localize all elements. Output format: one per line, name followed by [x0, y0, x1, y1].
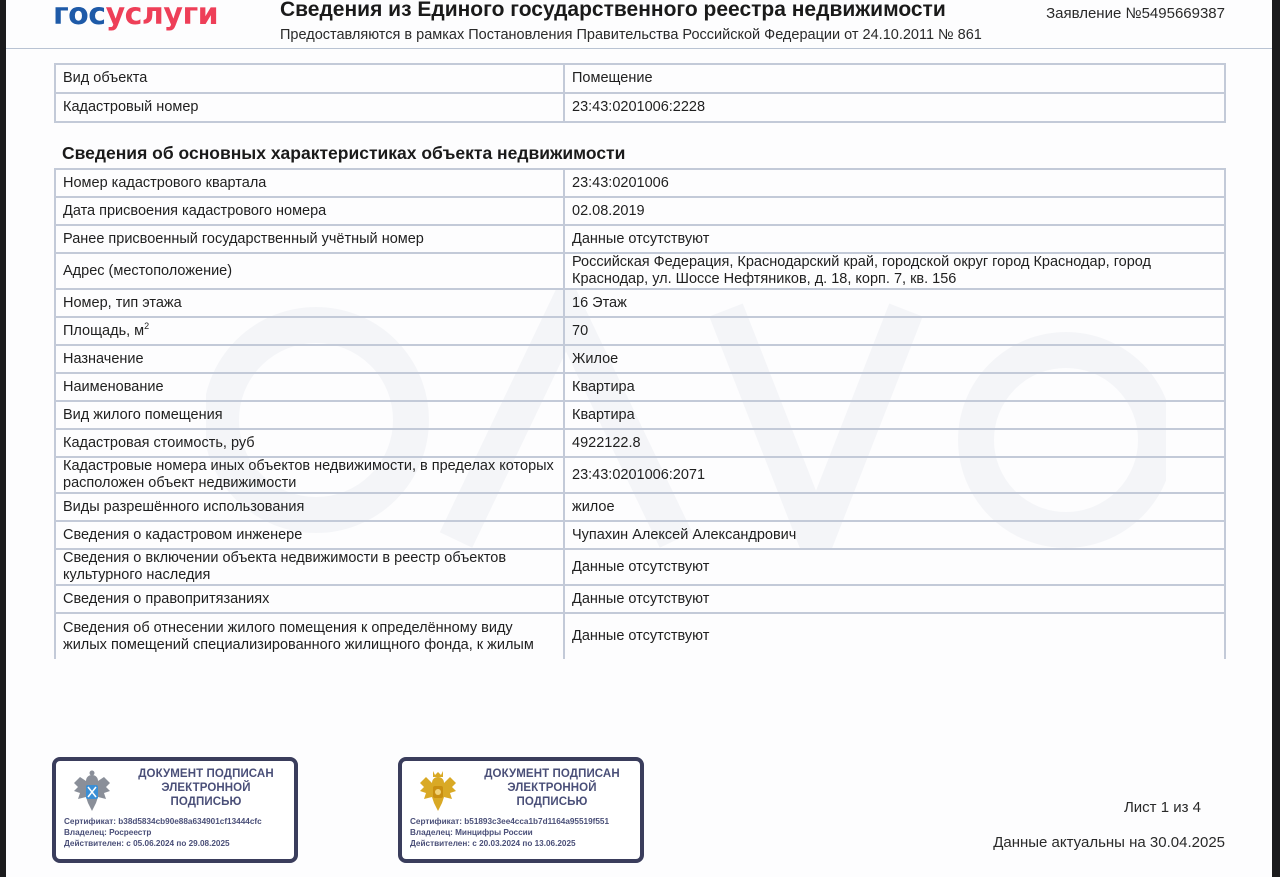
stamp-owner: Владелец: Росреестр — [64, 828, 152, 837]
table-row — [55, 197, 1225, 225]
row-label: Наименование — [55, 373, 564, 401]
area-label-text: Площадь, м — [63, 322, 145, 339]
row-label: Вид объекта — [55, 64, 564, 93]
sheet-number: Лист 1 из 4 — [1123, 799, 1201, 816]
table-row — [55, 253, 1225, 289]
stamp-heading-line: ПОДПИСЬЮ — [516, 796, 588, 808]
row-label: Номер кадастрового квартала — [55, 169, 564, 197]
table-row — [55, 429, 1225, 457]
table-row — [55, 345, 1225, 373]
row-label: Сведения о кадастровом инженере — [55, 521, 564, 549]
table-row — [55, 613, 1225, 659]
rosreestr-eagle-emblem-icon — [72, 769, 112, 815]
section-title: Сведения об основных характеристиках объекта недвижимости — [62, 143, 626, 163]
row-label: Кадастровые номера иных объектов недвижимости, в пределах которых расположен объект недвижимости — [55, 457, 564, 493]
stamp-heading — [466, 767, 638, 809]
stamp-heading-line: ДОКУМЕНТ ПОДПИСАН — [138, 768, 274, 780]
row-label: Сведения об отнесении жилого помещения к определённому виду жилых помещений специализированного жилищного фонда, к жилым — [55, 613, 564, 659]
row-label: Кадастровая стоимость, руб — [55, 429, 564, 457]
row-label: Сведения о включении объекта недвижимости в реестр объектов культурного наследия — [55, 549, 564, 585]
table-row — [55, 493, 1225, 521]
object-table — [54, 63, 1226, 123]
stamp-meta — [64, 816, 300, 849]
table-row — [55, 373, 1225, 401]
table-row — [55, 93, 1225, 122]
row-label: Назначение — [55, 345, 564, 373]
document-page — [6, 0, 1272, 877]
row-value: Данные отсутствуют — [564, 585, 1225, 613]
table-row — [55, 225, 1225, 253]
table-row — [55, 549, 1225, 585]
stamp-validity: Действителен: с 20.03.2024 по 13.06.2025 — [410, 839, 576, 848]
row-value: Чупахин Алексей Александрович — [564, 521, 1225, 549]
row-value: 16 Этаж — [564, 289, 1225, 317]
row-value: 4922122.8 — [564, 429, 1225, 457]
table-row — [55, 401, 1225, 429]
row-value: Данные отсутствуют — [564, 613, 1225, 659]
stamp-heading-line: ДОКУМЕНТ ПОДПИСАН — [484, 768, 620, 780]
table-row — [55, 521, 1225, 549]
row-value: 23:43:0201006 — [564, 169, 1225, 197]
document-title: Сведения из Единого государственного реестра недвижимости — [280, 0, 946, 21]
row-value: Квартира — [564, 401, 1225, 429]
data-actual-date: Данные актуальны на 30.04.2025 — [993, 834, 1225, 851]
row-value: Данные отсутствуют — [564, 225, 1225, 253]
row-label: Дата присвоения кадастрового номера — [55, 197, 564, 225]
row-value: Помещение — [564, 64, 1225, 93]
row-value: Квартира — [564, 373, 1225, 401]
table-row — [55, 585, 1225, 613]
stamp-heading-line: ПОДПИСЬЮ — [170, 796, 242, 808]
stamp-certificate: Сертификат: b38d5834cb90e88a634901cf13444cfc — [64, 817, 262, 826]
application-number: Заявление №5495669387 — [1046, 5, 1225, 22]
document-header — [6, 0, 1272, 49]
row-value-address: Российская Федерация, Краснодарский край, городской округ город Краснодар, город Краснодар, ул. Шоссе Нефтяников, д. 18, корп. 7, кв. 156 — [564, 253, 1225, 289]
stamp-validity: Действителен: с 05.06.2024 по 29.08.2025 — [64, 839, 230, 848]
logo-part-uslugi: услуги — [105, 0, 219, 32]
e-signature-stamp-rosreestr — [52, 757, 298, 863]
row-label: Адрес (местоположение) — [55, 253, 564, 289]
row-value: 23:43:0201006:2071 — [564, 457, 1225, 493]
gosuslugi-logo — [53, 0, 218, 32]
row-value: 23:43:0201006:2228 — [564, 93, 1225, 122]
row-label-area — [55, 317, 564, 345]
row-value: Жилое — [564, 345, 1225, 373]
document-subtitle: Предоставляются в рамках Постановления Правительства Российской Федерации от 24.10.2011 № 861 — [280, 27, 982, 43]
table-row — [55, 64, 1225, 93]
row-value: 70 — [564, 317, 1225, 345]
logo-part-gos: гос — [53, 0, 106, 32]
row-label: Виды разрешённого использования — [55, 493, 564, 521]
stamp-meta — [410, 816, 646, 849]
area-label-superscript: 2 — [144, 320, 150, 331]
row-label: Кадастровый номер — [55, 93, 564, 122]
russia-coat-of-arms-emblem-icon — [418, 769, 458, 815]
table-row — [55, 289, 1225, 317]
row-value: жилое — [564, 493, 1225, 521]
row-label: Ранее присвоенный государственный учётный номер — [55, 225, 564, 253]
table-row — [55, 169, 1225, 197]
table-row — [55, 457, 1225, 493]
table-row — [55, 317, 1225, 345]
characteristics-table — [54, 168, 1226, 659]
stamp-heading — [120, 767, 292, 809]
stamp-heading-line: ЭЛЕКТРОННОЙ — [507, 782, 597, 794]
row-label: Сведения о правопритязаниях — [55, 585, 564, 613]
stamp-certificate: Сертификат: b51893c3ee4cca1b7d1164a95519f551 — [410, 817, 610, 826]
stamp-heading-line: ЭЛЕКТРОННОЙ — [161, 782, 251, 794]
row-label: Номер, тип этажа — [55, 289, 564, 317]
row-value: Данные отсутствуют — [564, 549, 1225, 585]
e-signature-stamp-mintsifry — [398, 757, 644, 863]
row-value: 02.08.2019 — [564, 197, 1225, 225]
row-label: Вид жилого помещения — [55, 401, 564, 429]
stamp-owner: Владелец: Минцифры России — [410, 828, 533, 837]
